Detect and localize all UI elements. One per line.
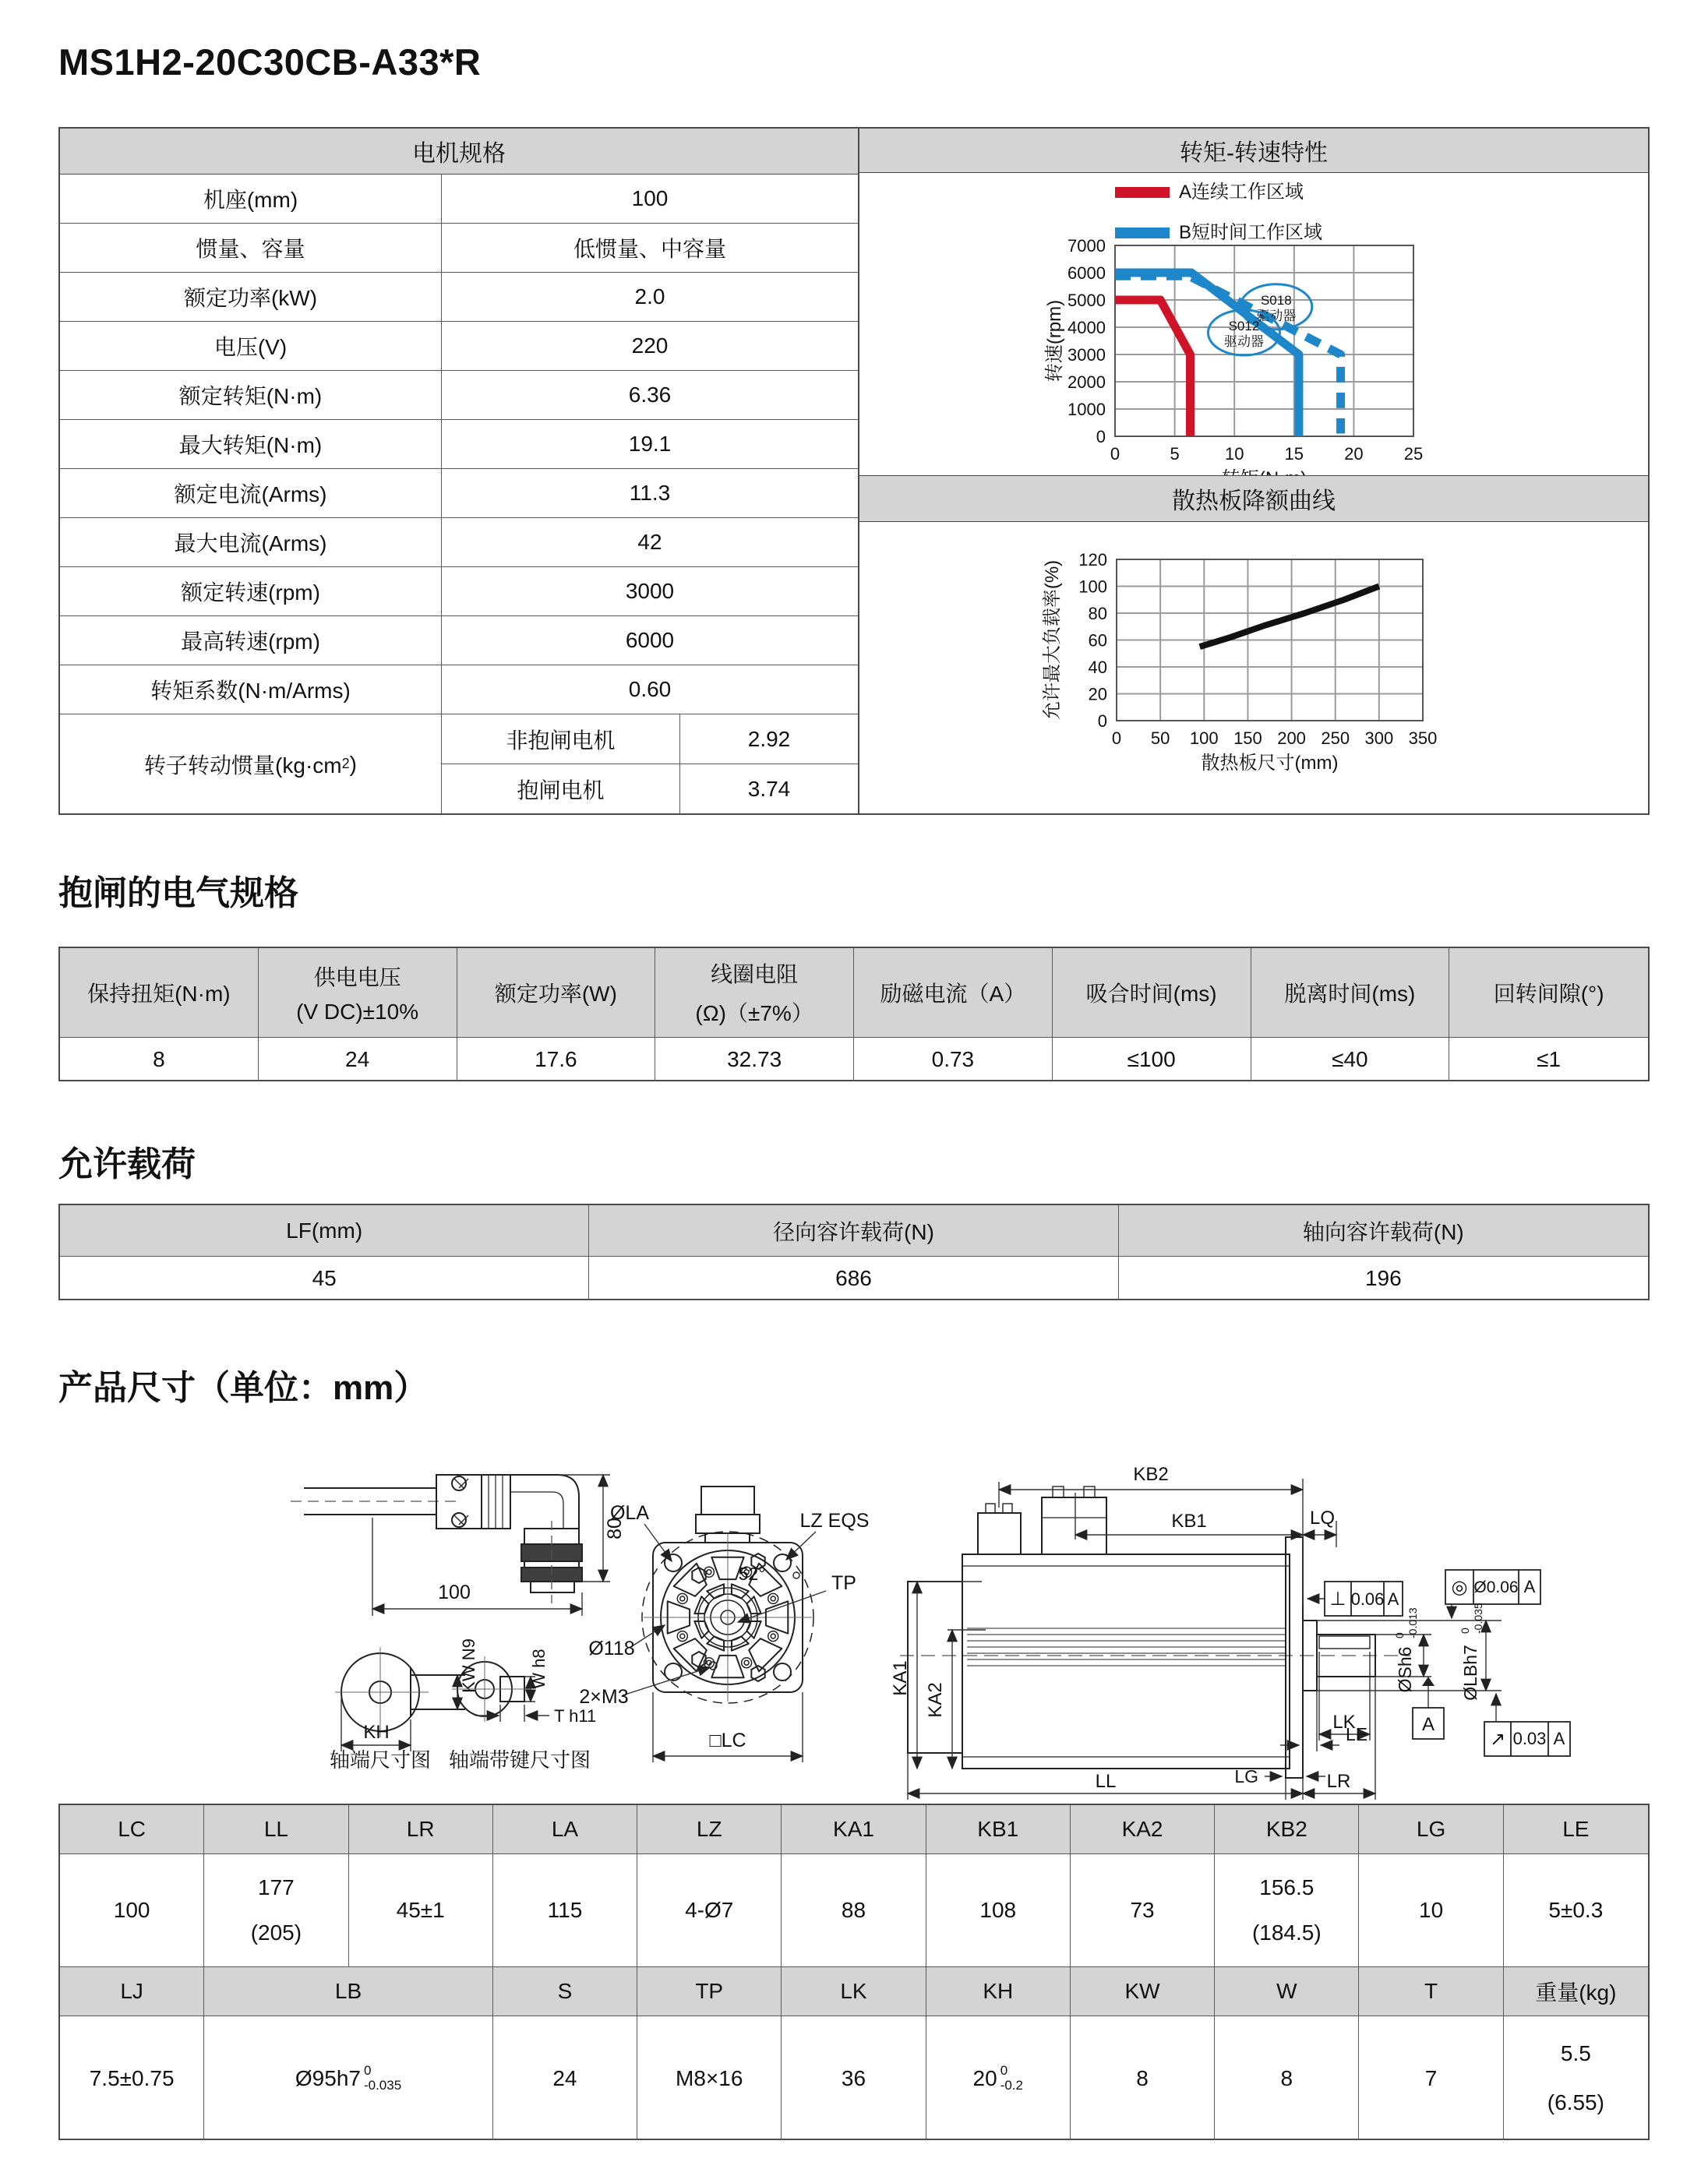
inertia-sub-value: 3.74 bbox=[747, 776, 791, 801]
column-header: 线圈电阻 (Ω)（±7%） bbox=[655, 948, 854, 1038]
inertia-row bbox=[60, 714, 858, 813]
column-header: LA bbox=[493, 1805, 637, 1854]
table-cell: 45±1 bbox=[349, 1854, 493, 1967]
column-header: KH bbox=[926, 1967, 1071, 2016]
svg-text:ØSh6: ØSh6 bbox=[1395, 1646, 1415, 1693]
dim-label-ka2: KA2 bbox=[925, 1682, 946, 1718]
column-header: TP bbox=[637, 1967, 782, 2016]
flange-screw-icon bbox=[771, 1634, 775, 1638]
brake-spec-table bbox=[58, 947, 1650, 1081]
inertia-label-text: 转子转动惯量(kg·cm bbox=[144, 753, 342, 778]
inertia-sub-label: 抱闸电机 bbox=[442, 764, 680, 813]
table-cell: 7 bbox=[1359, 2016, 1503, 2140]
spec-label: 额定电流(Arms) bbox=[60, 469, 442, 517]
column-header: 吸合时间(ms) bbox=[1053, 948, 1251, 1038]
inertia-label-sup: 2 bbox=[341, 756, 350, 771]
legend-swatch bbox=[1115, 227, 1170, 238]
y-tick-label: 5000 bbox=[1068, 291, 1106, 311]
perpendicularity-icon: ⊥ bbox=[1329, 1589, 1346, 1610]
dim-label-100: 100 bbox=[438, 1582, 471, 1603]
shaft-key-caption: 轴端带键尺寸图 bbox=[448, 1748, 591, 1772]
runout-icon: ↗ bbox=[1489, 1729, 1506, 1750]
table-cell: 36 bbox=[782, 2016, 926, 2140]
perpendicularity-value: 0.06 bbox=[1350, 1589, 1385, 1609]
y-tick-label: 120 bbox=[1078, 550, 1107, 570]
table-row bbox=[60, 224, 858, 273]
spec-label: 最大转矩(N·m) bbox=[60, 420, 442, 468]
table-cell: 8 bbox=[1215, 2016, 1359, 2140]
x-tick-label: 100 bbox=[1189, 728, 1219, 748]
flange-screw-icon bbox=[707, 1570, 711, 1575]
flange-screw-icon bbox=[677, 1631, 687, 1642]
table-cell: 156.5 (184.5) bbox=[1215, 1854, 1359, 1967]
column-header: 保持扭矩(N·m) bbox=[60, 948, 259, 1038]
x-tick-label: 15 bbox=[1284, 444, 1304, 464]
table-cell: 73 bbox=[1071, 1854, 1215, 1967]
spec-label: 最高转速(rpm) bbox=[60, 616, 442, 665]
dimension-table bbox=[58, 1804, 1650, 2140]
flange-rib-hole bbox=[707, 1636, 724, 1650]
dim-label-ka1: KA1 bbox=[890, 1660, 911, 1696]
flange-rib-hole bbox=[746, 1621, 760, 1638]
x-tick-label: 10 bbox=[1224, 444, 1244, 464]
svg-text:ØLBh7: ØLBh7 bbox=[1460, 1645, 1480, 1701]
shaft-end-plain-dims bbox=[341, 1675, 457, 1751]
annotation-text: 驱动器 bbox=[1223, 334, 1264, 350]
dim-label-lg: LG bbox=[1234, 1766, 1258, 1786]
table-row bbox=[60, 371, 858, 420]
brake-section-title: 抱闸的电气规格 bbox=[58, 874, 298, 912]
dim-label-kw-n9: KW N9 bbox=[459, 1638, 478, 1693]
y-tick-label: 80 bbox=[1088, 604, 1107, 623]
spec-value: 100 bbox=[631, 186, 669, 210]
table-cell: 196 bbox=[1364, 1266, 1402, 1290]
flange-screw-icon bbox=[680, 1634, 685, 1638]
load-section-title: 允许载荷 bbox=[58, 1145, 196, 1183]
torque-chart-header: 转矩-转速特性 bbox=[859, 129, 1648, 173]
dim-label-ll: LL bbox=[1095, 1771, 1117, 1792]
table-row bbox=[442, 714, 858, 764]
concentricity-datum: A bbox=[1523, 1577, 1536, 1596]
flange-rib-hole bbox=[732, 1584, 749, 1598]
table-cell: 24 bbox=[493, 2016, 637, 2140]
annotation-text: S012 bbox=[1228, 319, 1260, 334]
series-line bbox=[1115, 300, 1191, 436]
motor-spec-block bbox=[58, 127, 1650, 815]
flange-screw-icon bbox=[768, 1593, 778, 1603]
dimensions-section-title: 产品尺寸（单位：mm） bbox=[58, 1369, 429, 1407]
dim-label-2xm3: 2×M3 bbox=[579, 1686, 629, 1708]
y-tick-label: 4000 bbox=[1068, 318, 1106, 338]
x-tick-label: 350 bbox=[1408, 728, 1438, 748]
spec-value: 低惯量、中容量 bbox=[573, 237, 726, 261]
column-header: LR bbox=[349, 1805, 493, 1854]
dim-label-lc: □LC bbox=[709, 1730, 746, 1751]
flange-rib-hole bbox=[694, 1596, 708, 1614]
spec-value: 220 bbox=[631, 333, 669, 358]
y-tick-label: 40 bbox=[1088, 658, 1107, 677]
dim-label-ola: ØLA bbox=[609, 1502, 650, 1524]
svg-text:0: 0 bbox=[1459, 1628, 1471, 1634]
column-header: LK bbox=[782, 1967, 926, 2016]
shaft-end-plain-drawing bbox=[335, 1647, 465, 1737]
table-cell: 8 bbox=[1071, 2016, 1215, 2140]
svg-text:-0.013: -0.013 bbox=[1406, 1607, 1419, 1638]
dim-label-lz-eqs: LZ EQS bbox=[799, 1510, 870, 1532]
legend-swatch bbox=[1115, 187, 1170, 198]
motor-spec-header: 电机规格 bbox=[60, 129, 858, 175]
connector-drawing bbox=[291, 1475, 582, 1603]
spec-value: 2.0 bbox=[634, 284, 665, 309]
spec-label: 额定转矩(N·m) bbox=[60, 371, 442, 419]
table-cell: 100 bbox=[60, 1854, 204, 1967]
flange-screw-icon bbox=[744, 1660, 749, 1665]
flange-screw-icon bbox=[768, 1631, 778, 1642]
y-tick-label: 0 bbox=[1096, 427, 1106, 447]
table-cell: ≤100 bbox=[1053, 1038, 1251, 1081]
table-row bbox=[60, 469, 858, 518]
table-cell: 115 bbox=[493, 1854, 637, 1967]
table-row bbox=[60, 567, 858, 616]
column-header: KA1 bbox=[782, 1805, 926, 1854]
table-cell: 24 bbox=[259, 1038, 457, 1081]
column-header: T bbox=[1359, 1967, 1503, 2016]
series-line bbox=[1200, 587, 1379, 647]
y-tick-label: 6000 bbox=[1068, 263, 1106, 284]
inertia-sub-label: 非抱闸电机 bbox=[442, 714, 680, 764]
shaft-end-caption: 轴端尺寸图 bbox=[329, 1748, 432, 1772]
dim-label-t-h11: T h11 bbox=[554, 1706, 597, 1726]
y-tick-label: 100 bbox=[1078, 577, 1107, 597]
dim-label-kh: KH bbox=[363, 1722, 390, 1743]
column-header: KW bbox=[1071, 1967, 1215, 2016]
x-tick-label: 0 bbox=[1110, 444, 1120, 464]
dim-label-52deg: 52° bbox=[738, 1564, 766, 1584]
column-header: S bbox=[493, 1967, 637, 2016]
flange-screw-icon bbox=[742, 1658, 752, 1668]
dim-label-80: 80 bbox=[604, 1518, 626, 1539]
svg-text:-0.035: -0.035 bbox=[1472, 1603, 1484, 1634]
flange-front-drawing bbox=[642, 1487, 813, 1703]
table-row bbox=[60, 518, 858, 567]
runout-value: 0.03 bbox=[1512, 1729, 1547, 1748]
table-cell: 177 (205) bbox=[204, 1854, 348, 1967]
annotation-text: S018 bbox=[1260, 292, 1292, 308]
concentricity-icon: ◎ bbox=[1451, 1577, 1468, 1598]
concentricity-value: Ø0.06 bbox=[1473, 1578, 1519, 1596]
table-cell: 20 0 -0.2 bbox=[926, 2016, 1071, 2140]
inertia-label-close: ) bbox=[349, 751, 357, 776]
x-axis-label: 散热板尺寸(mm) bbox=[1201, 753, 1339, 774]
spec-label: 额定转速(rpm) bbox=[60, 567, 442, 615]
column-header: W bbox=[1215, 1967, 1359, 2016]
dimension-drawings bbox=[58, 1395, 1650, 1800]
spec-label: 额定功率(kW) bbox=[60, 273, 442, 321]
dim-label-le: LE bbox=[1346, 1724, 1368, 1744]
derating-chart-header: 散热板降额曲线 bbox=[859, 475, 1648, 522]
column-header: LE bbox=[1504, 1805, 1648, 1854]
table-cell: 7.5±0.75 bbox=[60, 2016, 204, 2140]
table-row bbox=[60, 175, 858, 224]
spec-label: 机座(mm) bbox=[60, 175, 442, 223]
spec-value: 19.1 bbox=[628, 432, 672, 456]
column-header: 脱离时间(ms) bbox=[1251, 948, 1450, 1038]
column-header: LL bbox=[204, 1805, 348, 1854]
inertia-label bbox=[60, 714, 442, 813]
table-cell: Ø95h7 0 -0.035 bbox=[204, 2016, 493, 2140]
column-header: 供电电压 (V DC)±10% bbox=[259, 948, 457, 1038]
page-title: MS1H2-20C30CB-A33*R bbox=[58, 41, 482, 83]
spigot-diameter-label bbox=[1459, 1603, 1484, 1701]
column-header: 轴向容许载荷(N) bbox=[1119, 1205, 1648, 1257]
y-tick-label: 3000 bbox=[1068, 345, 1106, 365]
y-tick-label: 0 bbox=[1097, 711, 1107, 731]
column-header: LF(mm) bbox=[60, 1205, 589, 1257]
table-cell: 17.6 bbox=[457, 1038, 656, 1081]
x-tick-label: 50 bbox=[1150, 728, 1170, 748]
table-cell: ≤40 bbox=[1251, 1038, 1450, 1081]
table-cell: 10 bbox=[1359, 1854, 1503, 1967]
y-axis-label: 转速(rpm) bbox=[1044, 299, 1065, 383]
table-cell: 4-Ø7 bbox=[637, 1854, 782, 1967]
perpendicularity-datum: A bbox=[1387, 1589, 1399, 1609]
legend-label: A连续工作区域 bbox=[1179, 182, 1304, 203]
dim-label-o118: Ø118 bbox=[588, 1638, 635, 1659]
spec-value: 0.60 bbox=[628, 677, 672, 701]
y-tick-label: 60 bbox=[1088, 630, 1107, 651]
column-header: LC bbox=[60, 1805, 204, 1854]
table-cell: 108 bbox=[926, 1854, 1071, 1967]
dim-label-w-h8: W h8 bbox=[529, 1649, 549, 1689]
annotation-text: 驱动器 bbox=[1256, 308, 1297, 323]
column-header: LG bbox=[1359, 1805, 1503, 1854]
spec-label: 转矩系数(N·m/Arms) bbox=[60, 665, 442, 714]
svg-text:0: 0 bbox=[1393, 1632, 1406, 1638]
dim-label-lk: LK bbox=[1332, 1712, 1356, 1733]
spec-value: 11.3 bbox=[629, 481, 671, 505]
motor-spec-table bbox=[60, 129, 859, 813]
y-axis-label: 允许最大负载率(%) bbox=[1042, 559, 1063, 721]
column-header: KB1 bbox=[926, 1805, 1071, 1854]
spec-label: 惯量、容量 bbox=[60, 224, 442, 272]
column-header: KB2 bbox=[1215, 1805, 1359, 1854]
table-row bbox=[60, 322, 858, 371]
x-tick-label: 5 bbox=[1170, 444, 1180, 464]
dim-label-lr: LR bbox=[1326, 1771, 1351, 1792]
y-tick-label: 7000 bbox=[1068, 236, 1106, 256]
spec-value: 6.36 bbox=[628, 383, 672, 407]
flange-screw-icon bbox=[771, 1596, 775, 1601]
table-row bbox=[60, 616, 858, 665]
x-tick-label: 25 bbox=[1403, 444, 1424, 464]
dim-label-kb1: KB1 bbox=[1171, 1511, 1207, 1532]
column-header: 回转间隙(°) bbox=[1449, 948, 1648, 1038]
y-tick-label: 1000 bbox=[1068, 400, 1106, 420]
spec-value: 3000 bbox=[625, 579, 675, 603]
flange-screw-icon bbox=[677, 1593, 687, 1603]
table-cell: 686 bbox=[589, 1257, 1118, 1300]
x-tick-label: 250 bbox=[1321, 728, 1350, 748]
x-tick-label: 0 bbox=[1111, 728, 1122, 748]
flange-rib-hole bbox=[694, 1621, 708, 1638]
spec-label: 电压(V) bbox=[60, 322, 442, 370]
legend-label: B短时间工作区域 bbox=[1179, 222, 1323, 244]
table-cell: 5.5 (6.55) bbox=[1547, 2040, 1604, 2115]
table-row bbox=[60, 273, 858, 322]
table-cell: 45 bbox=[60, 1257, 589, 1300]
column-header: 励磁电流（A） bbox=[854, 948, 1053, 1038]
table-cell: 32.73 bbox=[655, 1038, 854, 1081]
table-row bbox=[60, 420, 858, 469]
dim-label-tp: TP bbox=[831, 1572, 856, 1594]
table-cell: 8 bbox=[60, 1038, 259, 1081]
column-header: 额定功率(W) bbox=[457, 948, 656, 1038]
flange-rib-hole bbox=[707, 1584, 724, 1598]
derating-chart bbox=[859, 522, 1648, 813]
spec-value: 42 bbox=[637, 530, 662, 554]
flange-screw-icon bbox=[680, 1596, 685, 1601]
spec-label: 最大电流(Arms) bbox=[60, 518, 442, 566]
runout-datum: A bbox=[1553, 1729, 1565, 1748]
inertia-sub-value: 2.92 bbox=[747, 726, 791, 751]
table-cell: M8×16 bbox=[637, 2016, 782, 2140]
y-tick-label: 20 bbox=[1088, 684, 1107, 704]
x-tick-label: 150 bbox=[1233, 728, 1262, 748]
column-header: LZ bbox=[637, 1805, 782, 1854]
column-header: LJ bbox=[60, 1967, 204, 2016]
x-tick-label: 300 bbox=[1364, 728, 1394, 748]
table-row bbox=[442, 764, 858, 813]
flange-rib-hole bbox=[749, 1638, 782, 1671]
table-row bbox=[60, 665, 858, 714]
table-cell: ≤1 bbox=[1537, 1047, 1562, 1071]
column-header: 径向容许载荷(N) bbox=[589, 1205, 1118, 1257]
dim-label-kb2: KB2 bbox=[1133, 1464, 1169, 1485]
torque-speed-chart bbox=[859, 173, 1648, 475]
allowable-load-table bbox=[58, 1204, 1650, 1300]
x-tick-label: 20 bbox=[1344, 444, 1364, 464]
column-header: KA2 bbox=[1071, 1805, 1215, 1854]
table-cell: 88 bbox=[782, 1854, 926, 1967]
table-cell: 5±0.3 bbox=[1504, 1854, 1648, 1967]
flange-rib-hole bbox=[746, 1596, 760, 1614]
table-cell: 0.73 bbox=[854, 1038, 1053, 1081]
column-header: LB bbox=[204, 1967, 493, 2016]
column-header: 重量(kg) bbox=[1504, 1967, 1648, 2016]
y-tick-label: 2000 bbox=[1068, 372, 1106, 393]
dim-label-lq: LQ bbox=[1309, 1508, 1336, 1529]
x-tick-label: 200 bbox=[1277, 728, 1306, 748]
datum-a-label: A bbox=[1421, 1714, 1435, 1735]
spec-value: 6000 bbox=[625, 628, 675, 652]
charts-column bbox=[859, 129, 1648, 813]
flange-rib-hole bbox=[732, 1636, 749, 1650]
